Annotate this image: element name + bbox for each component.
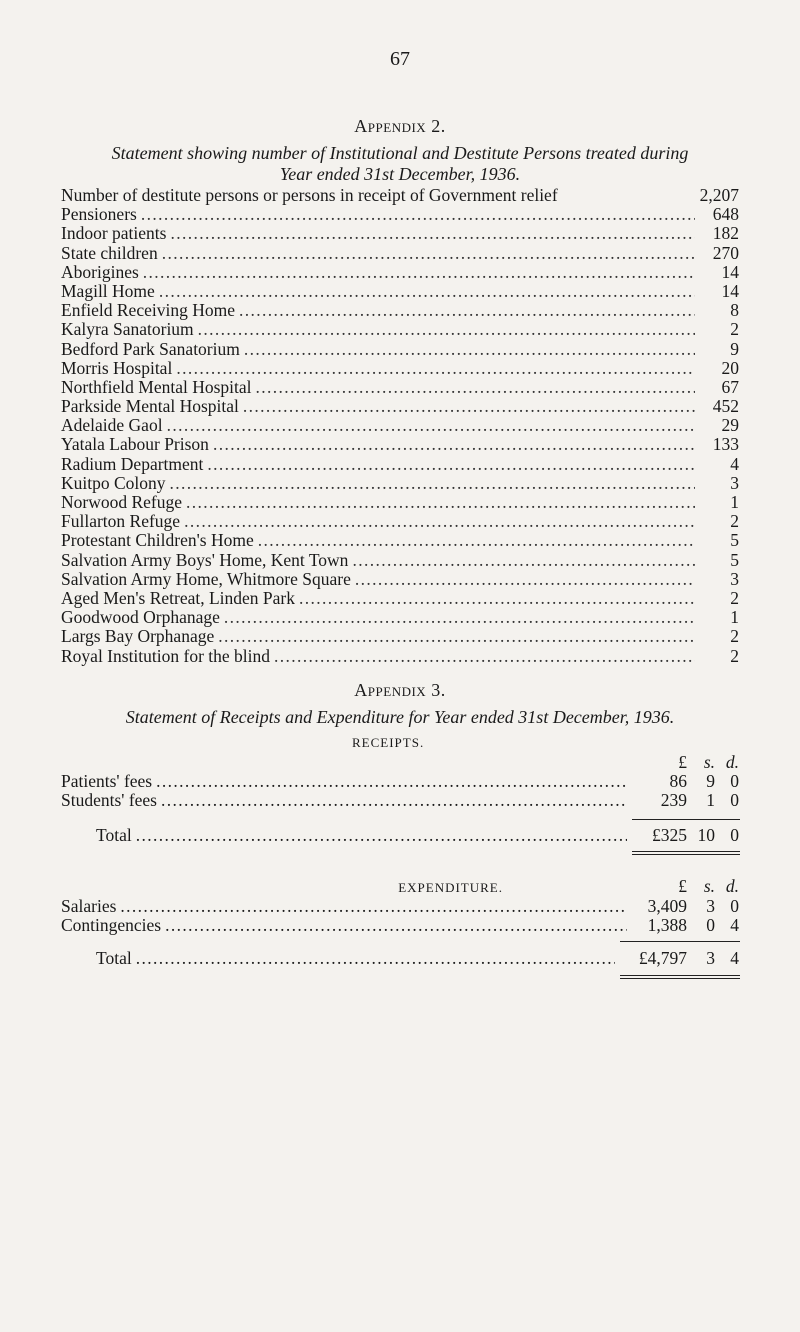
leader-dots	[224, 608, 695, 627]
leader-dots	[239, 301, 695, 320]
appendix-3-subtitle: Statement of Receipts and Expenditure for Year ended 31st December, 1936.	[125, 707, 675, 727]
pounds-cell: 86	[669, 771, 687, 791]
list-item	[61, 282, 739, 301]
list-item	[61, 263, 739, 282]
item-count: 4	[730, 453, 739, 474]
item-count: 2	[730, 645, 739, 666]
item-count: 8	[730, 300, 739, 321]
shillings-header: s.	[703, 876, 715, 896]
item-count: 270	[712, 242, 739, 263]
leader-dots	[162, 244, 695, 263]
shillings-cell: 3	[706, 896, 715, 916]
list-item	[61, 397, 739, 416]
item-label: Kuitpo Colony	[61, 472, 166, 493]
shillings-cell: 3	[706, 948, 715, 968]
item-count: 2	[730, 587, 739, 608]
leader-dots	[299, 589, 695, 608]
item-count: 5	[730, 549, 739, 570]
item-count: 2	[730, 511, 739, 532]
item-count: 14	[721, 261, 739, 282]
item-label: Parkside Mental Hospital	[61, 396, 239, 417]
item-label: Radium Department	[61, 453, 204, 474]
item-label: Northfield Mental Hospital	[61, 376, 252, 397]
pence-cell: 4	[730, 915, 739, 935]
list-item	[61, 416, 739, 435]
leader-dots	[159, 282, 695, 301]
item-count: 67	[721, 376, 739, 397]
item-label: Aborigines	[61, 261, 139, 282]
pence-header: d.	[725, 752, 739, 772]
list-item	[61, 301, 739, 320]
pounds-cell: 1,388	[647, 915, 687, 935]
list-item	[61, 186, 739, 205]
shillings-header: s.	[703, 752, 715, 772]
list-item	[61, 512, 739, 531]
item-label: Salvation Army Boys' Home, Kent Town	[61, 549, 349, 570]
row-label: Total	[96, 948, 132, 968]
item-count: 182	[712, 223, 739, 244]
list-item	[61, 493, 739, 512]
pence-cell: 4	[730, 948, 739, 968]
list-item	[61, 531, 739, 550]
item-label: Salvation Army Home, Whitmore Square	[61, 568, 351, 589]
item-label: Norwood Refuge	[61, 492, 183, 512]
row-label: Patients' fees	[61, 771, 153, 791]
item-count: 1	[730, 607, 739, 628]
leader-dots	[186, 493, 695, 512]
row-label: Contingencies	[61, 915, 162, 935]
item-label: Pensioners	[61, 204, 137, 225]
leader-dots	[143, 263, 695, 282]
item-count: 2	[730, 319, 739, 340]
divider	[632, 854, 740, 855]
leader-dots	[244, 340, 695, 359]
table-row	[61, 771, 739, 792]
item-label: Indoor patients	[61, 223, 167, 244]
list-item	[61, 589, 739, 608]
item-count: 20	[721, 357, 739, 378]
list-item	[61, 435, 739, 454]
pounds-cell: 239	[660, 790, 687, 810]
appendix-3-heading: Appendix 3.	[354, 680, 446, 700]
list-item	[61, 455, 739, 474]
expenditure-total-row	[96, 948, 739, 969]
leader-dots	[167, 416, 695, 435]
pounds-cell: 3,409	[647, 896, 687, 916]
list-item	[61, 205, 739, 224]
list-item	[61, 378, 739, 397]
receipts-column-headers	[61, 752, 739, 773]
appendix-2-subtitle-line2: Year ended 31st December, 1936.	[279, 164, 521, 184]
leader-dots	[243, 397, 695, 416]
pence-header: d.	[725, 876, 739, 896]
item-label: State children	[61, 242, 158, 263]
item-label: Yatala Labour Prison	[61, 434, 209, 455]
item-count: 3	[730, 568, 739, 589]
pence-cell: 0	[730, 771, 739, 791]
expenditure-column-headers	[61, 876, 739, 897]
table-row	[61, 896, 739, 917]
item-label: Adelaide Gaol	[61, 415, 163, 436]
pence-cell: 0	[730, 825, 739, 845]
item-label: Magill Home	[61, 280, 155, 301]
list-item	[61, 244, 739, 263]
shillings-cell: 1	[706, 790, 715, 810]
leader-dots	[176, 359, 695, 378]
shillings-cell: 10	[697, 825, 715, 845]
list-item	[61, 474, 739, 493]
item-count: 2	[730, 626, 739, 647]
list-item	[61, 627, 739, 646]
list-item	[61, 647, 739, 666]
pounds-cell: £325	[652, 825, 687, 845]
leader-dots	[170, 224, 695, 243]
item-count: 133	[712, 434, 739, 455]
table-row	[61, 915, 739, 936]
shillings-cell: 9	[706, 771, 715, 791]
appendix-2-heading: Appendix 2.	[354, 116, 446, 136]
list-item	[61, 359, 739, 378]
page-number: 67	[390, 48, 410, 70]
item-label: Bedford Park Sanatorium	[61, 338, 240, 359]
institution-list	[61, 186, 739, 666]
item-label: Goodwood Orphanage	[61, 607, 220, 628]
item-count: 9	[730, 338, 739, 359]
item-count: 452	[712, 396, 739, 417]
pounds-header: £	[678, 752, 687, 772]
institution-rows	[61, 205, 739, 666]
divider	[620, 941, 740, 942]
item-label: Number of destitute persons or persons in receipt of Government relief	[61, 185, 558, 205]
item-count: 648	[712, 204, 739, 225]
item-count: 14	[721, 280, 739, 301]
row-label: Total	[96, 825, 132, 845]
list-item	[61, 551, 739, 570]
item-label: Morris Hospital	[61, 357, 173, 378]
divider	[632, 819, 740, 820]
leader-dots	[258, 531, 695, 550]
list-item	[61, 224, 739, 243]
leader-dots	[184, 512, 695, 531]
table-row	[61, 790, 739, 811]
item-label: Largs Bay Orphanage	[61, 626, 215, 647]
leader-dots	[198, 320, 695, 339]
item-count: 5	[730, 530, 739, 551]
item-label: Aged Men's Retreat, Linden Park	[61, 587, 295, 608]
item-label: Royal Institution for the blind	[61, 645, 271, 666]
item-label: Fullarton Refuge	[61, 511, 181, 532]
leader-dots	[213, 435, 695, 454]
item-label: Enfield Receiving Home	[61, 300, 235, 321]
pounds-cell: £4,797	[638, 948, 687, 968]
list-item	[61, 570, 739, 589]
divider	[632, 851, 740, 852]
list-item	[61, 320, 739, 339]
expenditure-caption: EXPENDITURE.	[398, 880, 503, 895]
list-item	[61, 340, 739, 359]
receipts-total-row	[96, 825, 739, 846]
pounds-header: £	[678, 876, 687, 896]
pence-cell: 0	[730, 790, 739, 810]
leader-dots	[218, 627, 695, 646]
leader-dots	[170, 474, 695, 493]
leader-dots	[352, 551, 695, 570]
divider	[620, 975, 740, 976]
leader-dots	[141, 205, 695, 224]
item-count: 29	[721, 415, 739, 436]
item-count: 1	[730, 492, 739, 512]
row-label: Students' fees	[61, 790, 157, 810]
item-label: Kalyra Sanatorium	[61, 319, 194, 340]
appendix-2-subtitle-line1: Statement showing number of Institutional and Destitute Persons treated during	[111, 143, 689, 163]
shillings-cell: 0	[706, 915, 715, 935]
leader-dots	[207, 455, 695, 474]
receipts-caption: RECEIPTS.	[352, 735, 425, 750]
item-count: 2,207	[699, 185, 739, 205]
divider	[620, 978, 740, 979]
item-count: 3	[730, 472, 739, 493]
leader-dots	[355, 570, 695, 589]
leader-dots	[274, 647, 695, 666]
leader-dots	[256, 378, 695, 397]
list-item	[61, 608, 739, 627]
pence-cell: 0	[730, 896, 739, 916]
row-label: Salaries	[61, 896, 117, 916]
item-label: Protestant Children's Home	[61, 530, 254, 551]
